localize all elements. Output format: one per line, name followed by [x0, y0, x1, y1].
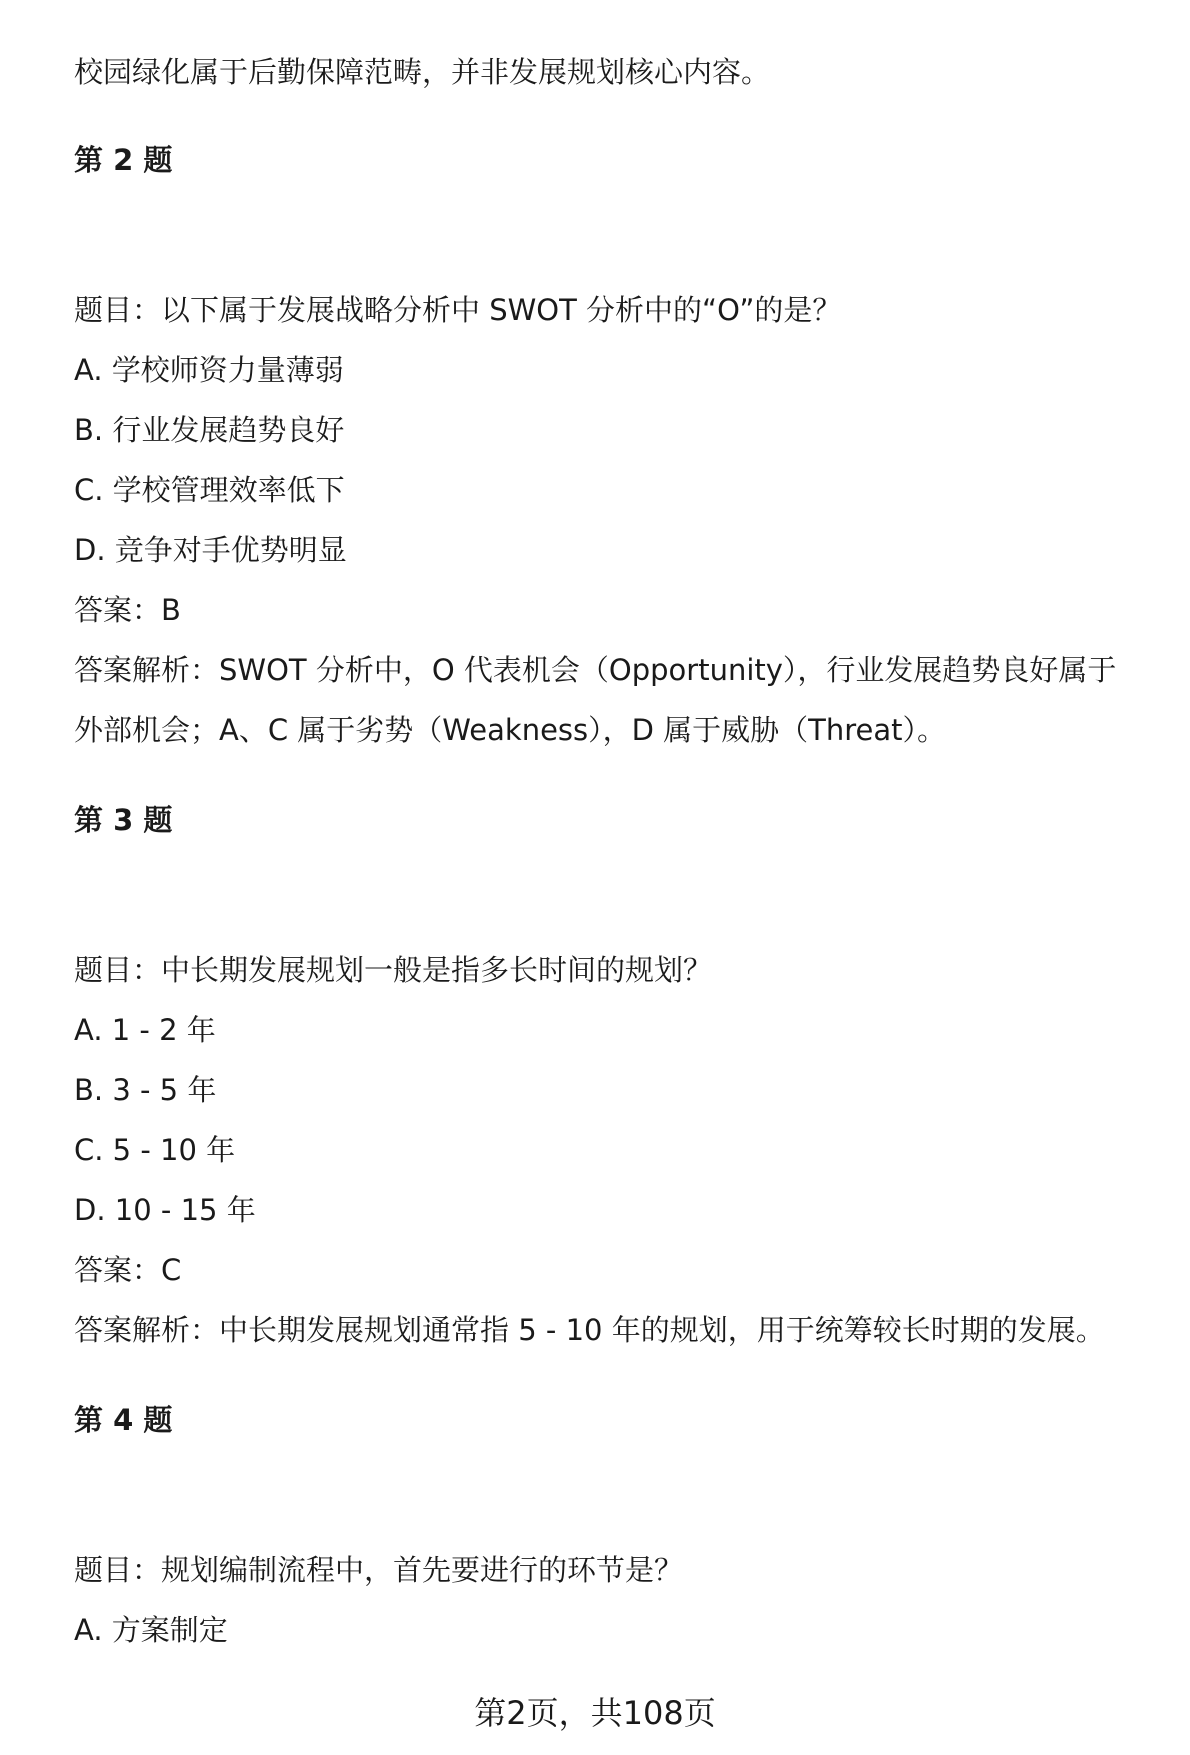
question-3-answer: 答案：C	[74, 1253, 182, 1287]
question-3-option-d: D. 10 - 15 年	[74, 1193, 256, 1227]
page-footer: 第2页，共108页	[474, 1694, 716, 1732]
question-3-option-b: B. 3 - 5 年	[74, 1073, 217, 1107]
question-2-text: 题目：以下属于发展战略分析中 SWOT 分析中的“O”的是？	[74, 293, 842, 327]
question-2-heading: 第 2 题	[74, 143, 173, 177]
question-3-option-c: C. 5 - 10 年	[74, 1133, 236, 1167]
question-4-option-a: A. 方案制定	[74, 1613, 228, 1647]
question-3-option-a: A. 1 - 2 年	[74, 1013, 216, 1047]
question-3-text: 题目：中长期发展规划一般是指多长时间的规划？	[74, 953, 713, 987]
question-2-option-a: A. 学校师资力量薄弱	[74, 353, 344, 387]
question-2-explanation-line-2: 外部机会；A、C 属于劣势（Weakness），D 属于威胁（Threat）。	[74, 713, 947, 747]
question-2-option-d: D. 竞争对手优势明显	[74, 533, 347, 567]
question-2-option-c: C. 学校管理效率低下	[74, 473, 345, 507]
question-4-heading: 第 4 题	[74, 1403, 173, 1437]
question-3-heading: 第 3 题	[74, 803, 173, 837]
question-2-answer: 答案：B	[74, 593, 181, 627]
previous-explanation-tail: 校园绿化属于后勤保障范畴，并非发展规划核心内容。	[74, 55, 771, 89]
question-2-explanation-line-1: 答案解析：SWOT 分析中，O 代表机会（Opportunity），行业发展趋势良好属于	[74, 653, 1117, 687]
question-4-text: 题目：规划编制流程中，首先要进行的环节是？	[74, 1553, 684, 1587]
question-3-explanation-line-1: 答案解析：中长期发展规划通常指 5 - 10 年的规划，用于统筹较长时期的发展。	[74, 1313, 1105, 1347]
question-2-option-b: B. 行业发展趋势良好	[74, 413, 345, 447]
